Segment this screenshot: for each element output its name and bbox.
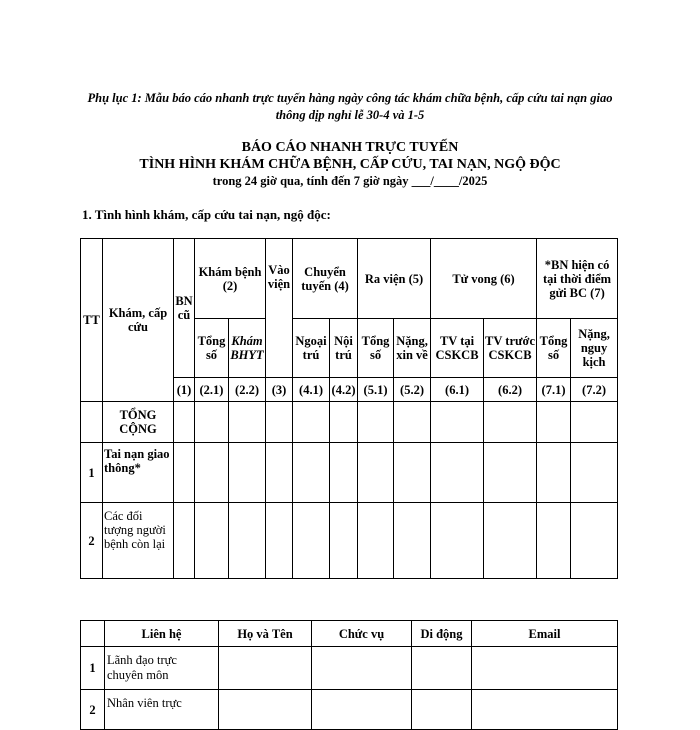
- contact-row-number: 1: [81, 647, 105, 690]
- code-cell: (5.2): [394, 378, 431, 402]
- header-bn-hien-co: *BN hiện có tại thời điểm gửi BC (7): [537, 239, 618, 319]
- code-cell: (5.1): [358, 378, 394, 402]
- header-ra-vien: Ra viện (5): [358, 239, 431, 319]
- contact-row: [81, 690, 618, 730]
- subheader-tong-so-kham: Tổng số: [195, 319, 229, 378]
- code-cell: (6.2): [484, 378, 537, 402]
- section-1-heading: 1. Tình hình khám, cấp cứu tai nạn, ngộ độc:: [82, 207, 331, 222]
- header-row-1: [81, 239, 618, 319]
- header-kham-benh: Khám bệnh (2): [195, 239, 266, 319]
- contact-header-row: [81, 621, 618, 647]
- subheader-tv-tai: TV tại CSKCB: [431, 319, 484, 378]
- header-tu-vong: Tử vong (6): [431, 239, 537, 319]
- row-number: 2: [81, 503, 103, 579]
- report-heading: [80, 139, 620, 190]
- code-cell: (6.1): [431, 378, 484, 402]
- subheader-nang-xin-ve: Nặng, xin về: [394, 319, 431, 378]
- header-vao-vien: Vào viện: [266, 239, 293, 378]
- code-cell: (7.2): [571, 378, 618, 402]
- total-num-cell: [81, 402, 103, 443]
- header-tt: TT: [81, 239, 103, 402]
- subheader-kham-bhyt: Khám BHYT: [229, 319, 266, 378]
- code-cell: (2.1): [195, 378, 229, 402]
- code-cell: (7.1): [537, 378, 571, 402]
- row-label-doi-tuong: Các đối tượng người bệnh còn lại: [103, 503, 174, 579]
- report-period: trong 24 giờ qua, tính đến 7 giờ ngày ___/____/2025: [212, 174, 488, 188]
- contact-row-label: Lãnh đạo trực chuyên môn: [105, 647, 219, 690]
- appendix-title: Phụ lục 1: Mẫu báo cáo nhanh trực tuyến hàng ngày công tác khám chữa bệnh, cấp cứu tai nạn giao thông dịp nghỉ lễ 30-4 và 1-5: [87, 91, 613, 122]
- code-cell: (4.1): [293, 378, 330, 402]
- contact-table: [80, 620, 618, 730]
- subheader-tong-so-ra: Tổng số: [358, 319, 394, 378]
- table-row: [81, 443, 618, 503]
- subheader-tong-so-hien: Tổng số: [537, 319, 571, 378]
- contact-header-di-dong: Di động: [412, 621, 472, 647]
- subheader-nang-nguy-kich: Nặng, nguy kịch: [571, 319, 618, 378]
- total-label: TỔNG CỘNG: [103, 402, 174, 443]
- subheader-tv-truoc: TV trước CSKCB: [484, 319, 537, 378]
- contact-header-chuc-vu: Chức vụ: [312, 621, 412, 647]
- medical-report-table: [80, 238, 618, 579]
- report-title-line-2: TÌNH HÌNH KHÁM CHỮA BỆNH, CẤP CỨU, TAI NẠN, NGỘ ĐỘC: [139, 157, 561, 172]
- row-label-tai-nan: Tai nạn giao thông*: [103, 443, 174, 503]
- header-kham-cap-cuu: Khám, cấp cứu: [103, 239, 174, 402]
- code-cell: (3): [266, 378, 293, 402]
- code-cell: (4.2): [330, 378, 358, 402]
- table-row: [81, 503, 618, 579]
- subheader-ngoai-tru: Ngoại trú: [293, 319, 330, 378]
- contact-header-email: Email: [472, 621, 618, 647]
- contact-row-label: Nhân viên trực: [105, 690, 219, 730]
- contact-header-num: [81, 621, 105, 647]
- report-title-line-1: BÁO CÁO NHANH TRỰC TUYẾN: [241, 140, 459, 155]
- contact-row: [81, 647, 618, 690]
- header-chuyen-tuyen: Chuyển tuyến (4): [293, 239, 358, 319]
- subheader-noi-tru: Nội trú: [330, 319, 358, 378]
- contact-row-number: 2: [81, 690, 105, 730]
- header-bn-cu: BN cũ: [174, 239, 195, 378]
- code-cell: (1): [174, 378, 195, 402]
- row-number: 1: [81, 443, 103, 503]
- contact-header-lien-he: Liên hệ: [105, 621, 219, 647]
- contact-header-ho-ten: Họ và Tên: [219, 621, 312, 647]
- code-cell: (2.2): [229, 378, 266, 402]
- total-row: [81, 402, 618, 443]
